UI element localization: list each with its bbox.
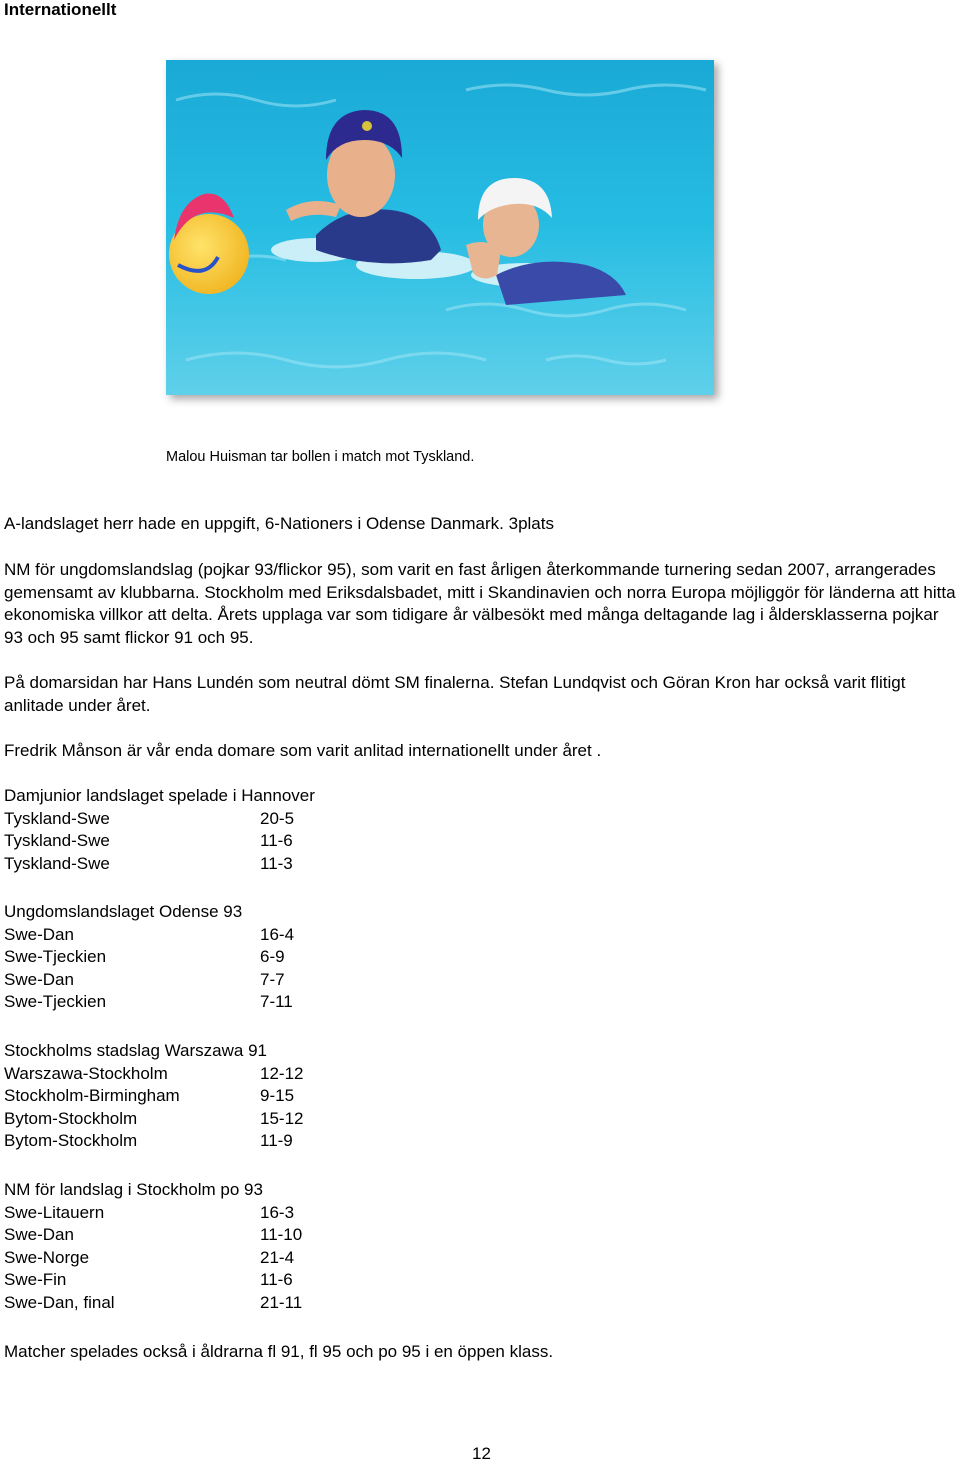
match-score: 11-10 xyxy=(260,1225,303,1244)
match-team: Bytom-Stockholm xyxy=(4,1131,138,1150)
match-team: Tyskland-Swe xyxy=(4,809,110,828)
match-score: 12-12 xyxy=(260,1064,304,1083)
match-score: 11-6 xyxy=(260,1270,293,1289)
group-title: NM för landslag i Stockholm po 93 xyxy=(4,1180,263,1199)
group-title: Stockholms stadslag Warszawa 91 xyxy=(4,1041,267,1060)
match-team: Swe-Fin xyxy=(4,1270,67,1289)
match-team: Swe-Dan xyxy=(4,970,74,989)
group-title: Damjunior landslaget spelade i Hannover xyxy=(4,786,315,805)
match-team: Swe-Dan xyxy=(4,1225,74,1244)
match-team: Bytom-Stockholm xyxy=(4,1109,138,1128)
match-team: Tyskland-Swe xyxy=(4,831,110,850)
water-polo-photo xyxy=(166,60,714,395)
match-team: Swe-Tjeckien xyxy=(4,992,107,1011)
match-score: 11-6 xyxy=(260,831,293,850)
match-team: Swe-Tjeckien xyxy=(4,947,107,966)
match-score: 7-11 xyxy=(260,992,293,1011)
match-score: 21-4 xyxy=(260,1248,295,1267)
match-team: Swe-Dan, final xyxy=(4,1293,115,1312)
match-score: 16-4 xyxy=(260,925,295,944)
match-score: 21-11 xyxy=(260,1293,303,1312)
match-score: 7-7 xyxy=(260,970,285,989)
group-title: Ungdomslandslaget Odense 93 xyxy=(4,902,243,921)
match-team: Warszawa-Stockholm xyxy=(4,1064,168,1083)
paragraph-fredrik: Fredrik Månson är vår enda domare som varit anlitad internationellt under året . xyxy=(4,741,602,760)
closing-paragraph: Matcher spelades också i åldrarna fl 91, fl 95 och po 95 i en öppen klass. xyxy=(4,1342,554,1361)
photo-caption: Malou Huisman tar bollen i match mot Tyskland. xyxy=(166,449,475,465)
match-team: Tyskland-Swe xyxy=(4,854,110,873)
match-team: Swe-Norge xyxy=(4,1248,90,1267)
paragraph-nm-ungdom: NM för ungdomslandslag (pojkar 93/flickor 95), som varit en fast årligen återkommande turnering sedan 2007, arrangerades gemensamt av klubbarna. Stockholm med Eriksdalsbadet, mitt i Skandinavien och norra Europa möjliggör för länderna att hitta ekonomiska villkor att delta. Årets upplaga var som tidigare år välbesökt med många deltagande lag i åldersklasserna pojkar 93 och 95 samt flickor 91 och 95. xyxy=(4,560,956,647)
page-number: 12 xyxy=(472,1444,491,1463)
match-team: Swe-Dan xyxy=(4,925,74,944)
match-score: 11-9 xyxy=(260,1131,293,1150)
match-team: Swe-Litauern xyxy=(4,1203,105,1222)
match-score: 9-15 xyxy=(260,1086,295,1105)
paragraph-a-landslaget: A-landslaget herr hade en uppgift, 6-Nationers i Odense Danmark. 3plats xyxy=(4,514,554,533)
match-score: 20-5 xyxy=(260,809,295,828)
page-title: Internationellt xyxy=(4,0,117,19)
match-score: 11-3 xyxy=(260,854,293,873)
paragraph-domarsidan: På domarsidan har Hans Lundén som neutral dömt SM finalerna. Stefan Lundqvist och Göran Kron har också varit flitigt anlitade under året. xyxy=(4,673,906,715)
match-score: 6-9 xyxy=(260,947,285,966)
match-score: 15-12 xyxy=(260,1109,304,1128)
match-score: 16-3 xyxy=(260,1203,295,1222)
match-team: Stockholm-Birmingham xyxy=(4,1086,180,1105)
